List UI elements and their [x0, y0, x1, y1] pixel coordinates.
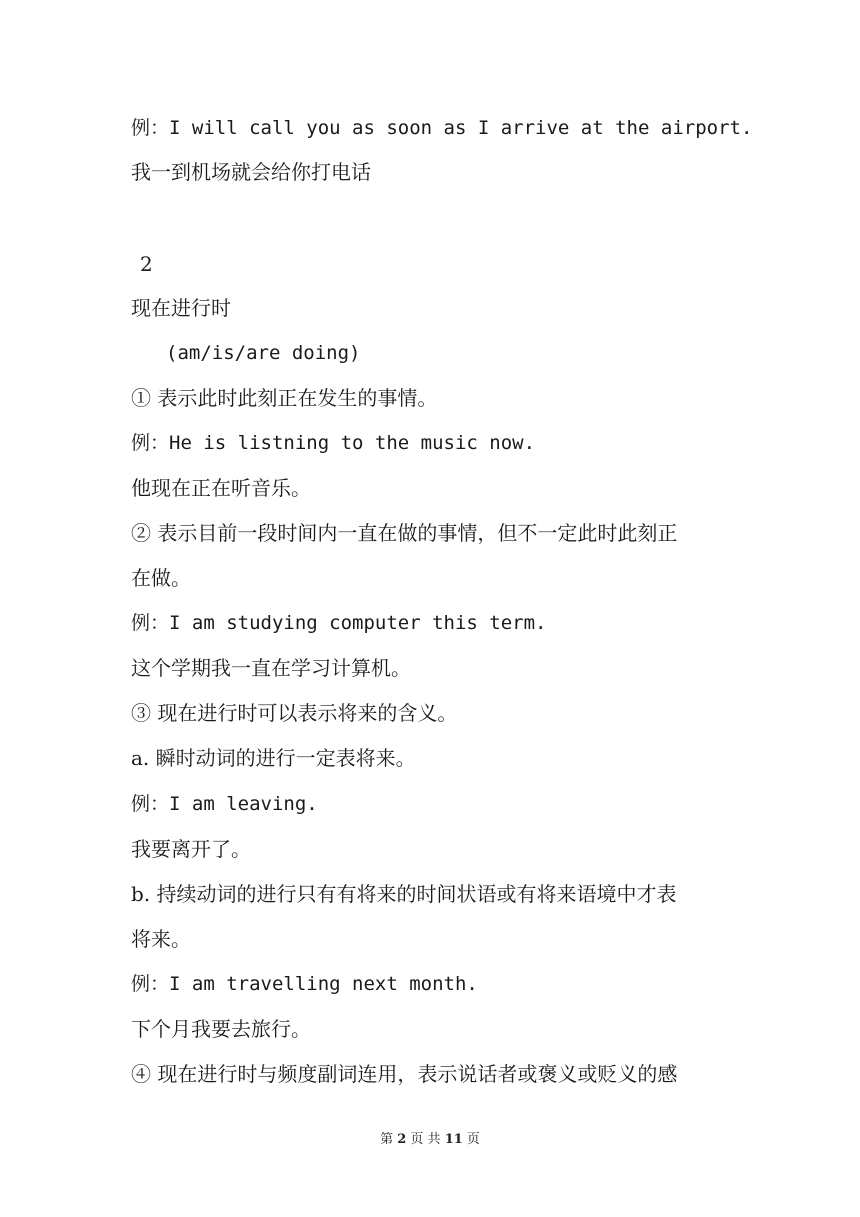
- usage-point-3: ③ 现在进行时可以表示将来的含义。: [131, 701, 458, 725]
- sub-point-a: a. 瞬时动词的进行一定表将来。: [131, 746, 416, 770]
- current-page-number: 2: [397, 1132, 407, 1147]
- tense-form: (am/is/are doing): [166, 342, 361, 364]
- translation-line: 我一到机场就会给你打电话: [131, 160, 371, 184]
- example-sentence: 例：He is listning to the music now.: [131, 432, 536, 454]
- total-pages-number: 11: [444, 1132, 463, 1147]
- sub-point-b-cont: 将来。: [131, 927, 191, 951]
- section-heading: 现在进行时: [131, 296, 231, 320]
- footer-middle: 页 共: [410, 1132, 441, 1147]
- example-sentence: 例：I am studying computer this term.: [131, 612, 547, 634]
- translation-line: 我要离开了。: [131, 837, 251, 861]
- usage-point-4: ④ 现在进行时与频度副词连用，表示说话者或褒义或贬义的感: [131, 1062, 678, 1086]
- example-sentence: 例：I am travelling next month.: [131, 973, 478, 995]
- sub-point-b: b. 持续动词的进行只有有将来的时间状语或有将来语境中才表: [131, 882, 677, 906]
- usage-point-1: ① 表示此时此刻正在发生的事情。: [131, 386, 438, 410]
- usage-point-2: ② 表示目前一段时间内一直在做的事情，但不一定此时此刻正: [131, 521, 678, 545]
- footer-prefix: 第: [380, 1132, 394, 1147]
- section-number: 2: [140, 252, 153, 276]
- translation-line: 他现在正在听音乐。: [131, 476, 311, 500]
- page-footer: [0, 1128, 860, 1147]
- translation-line: 这个学期我一直在学习计算机。: [131, 656, 411, 680]
- footer-suffix: 页: [466, 1132, 480, 1147]
- example-sentence: 例：I will call you as soon as I arrive at the airport.: [131, 117, 753, 139]
- usage-point-2-cont: 在做。: [131, 566, 191, 590]
- example-sentence: 例：I am leaving.: [131, 793, 318, 815]
- translation-line: 下个月我要去旅行。: [131, 1017, 311, 1041]
